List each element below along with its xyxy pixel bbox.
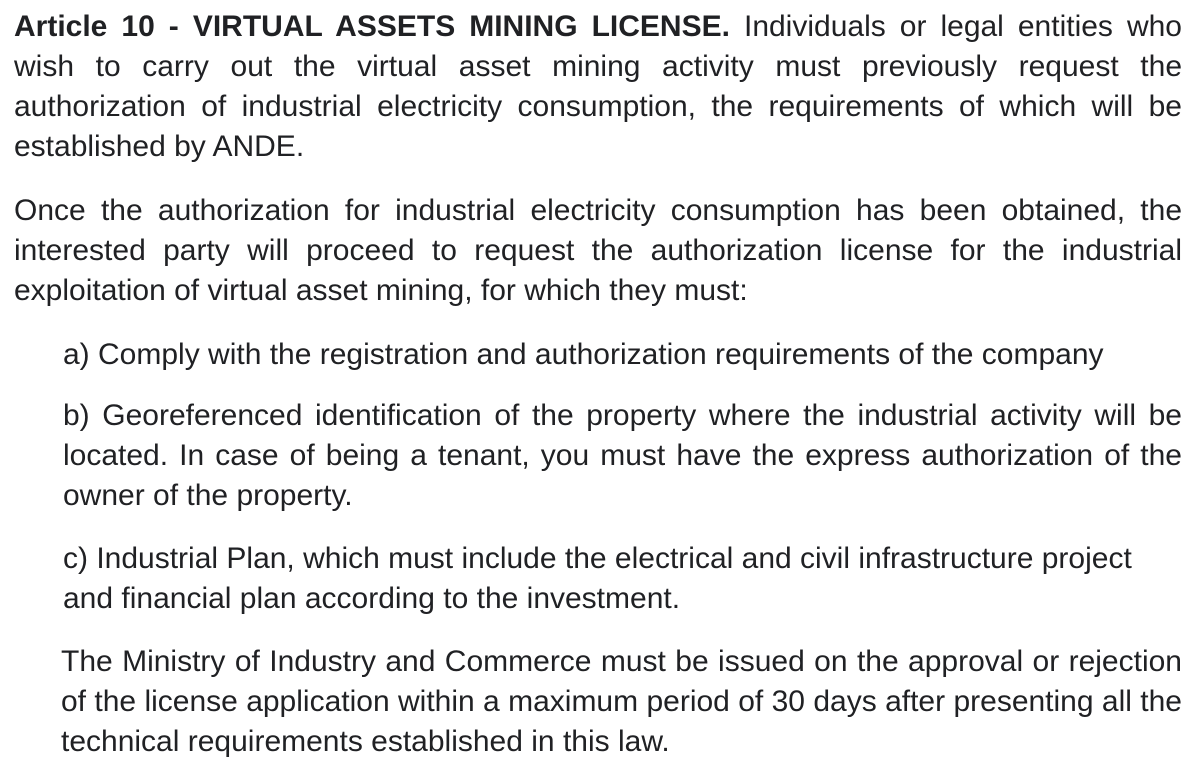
article-intro-text: Individuals or legal entities who wish to carry out the virtual asset mining activity must previously request the authorization of industrial electricity consumption, the requirements of which will be established by ANDE.: [14, 10, 1182, 163]
ministry-paragraph: The Ministry of Industry and Commerce must be issued on the approval or rejection of the license application within a maximum period of 30 days after presenting all the technical requirements established in this law.: [61, 645, 1182, 758]
document-body: [14, 7, 1182, 762]
requirement-item-a: a) Comply with the registration and authorization requirements of the company: [63, 338, 1104, 371]
authorization-paragraph: Once the authorization for industrial electricity consumption has been obtained, the interested party will proceed to request the authorization license for the industrial exploitation of virtual asset mining, for which they must:: [14, 194, 1182, 307]
requirement-item-c: c) Industrial Plan, which must include the electrical and civil infrastructure project and financial plan according to the investment.: [63, 542, 1132, 615]
article-heading: Article 10 - VIRTUAL ASSETS MINING LICENSE.: [14, 10, 730, 43]
article-paragraph: [14, 7, 1182, 167]
requirement-item-b: b) Georeferenced identification of the property where the industrial activity will be located. In case of being a tenant, you must have the express authorization of the owner of the property.: [63, 399, 1182, 512]
